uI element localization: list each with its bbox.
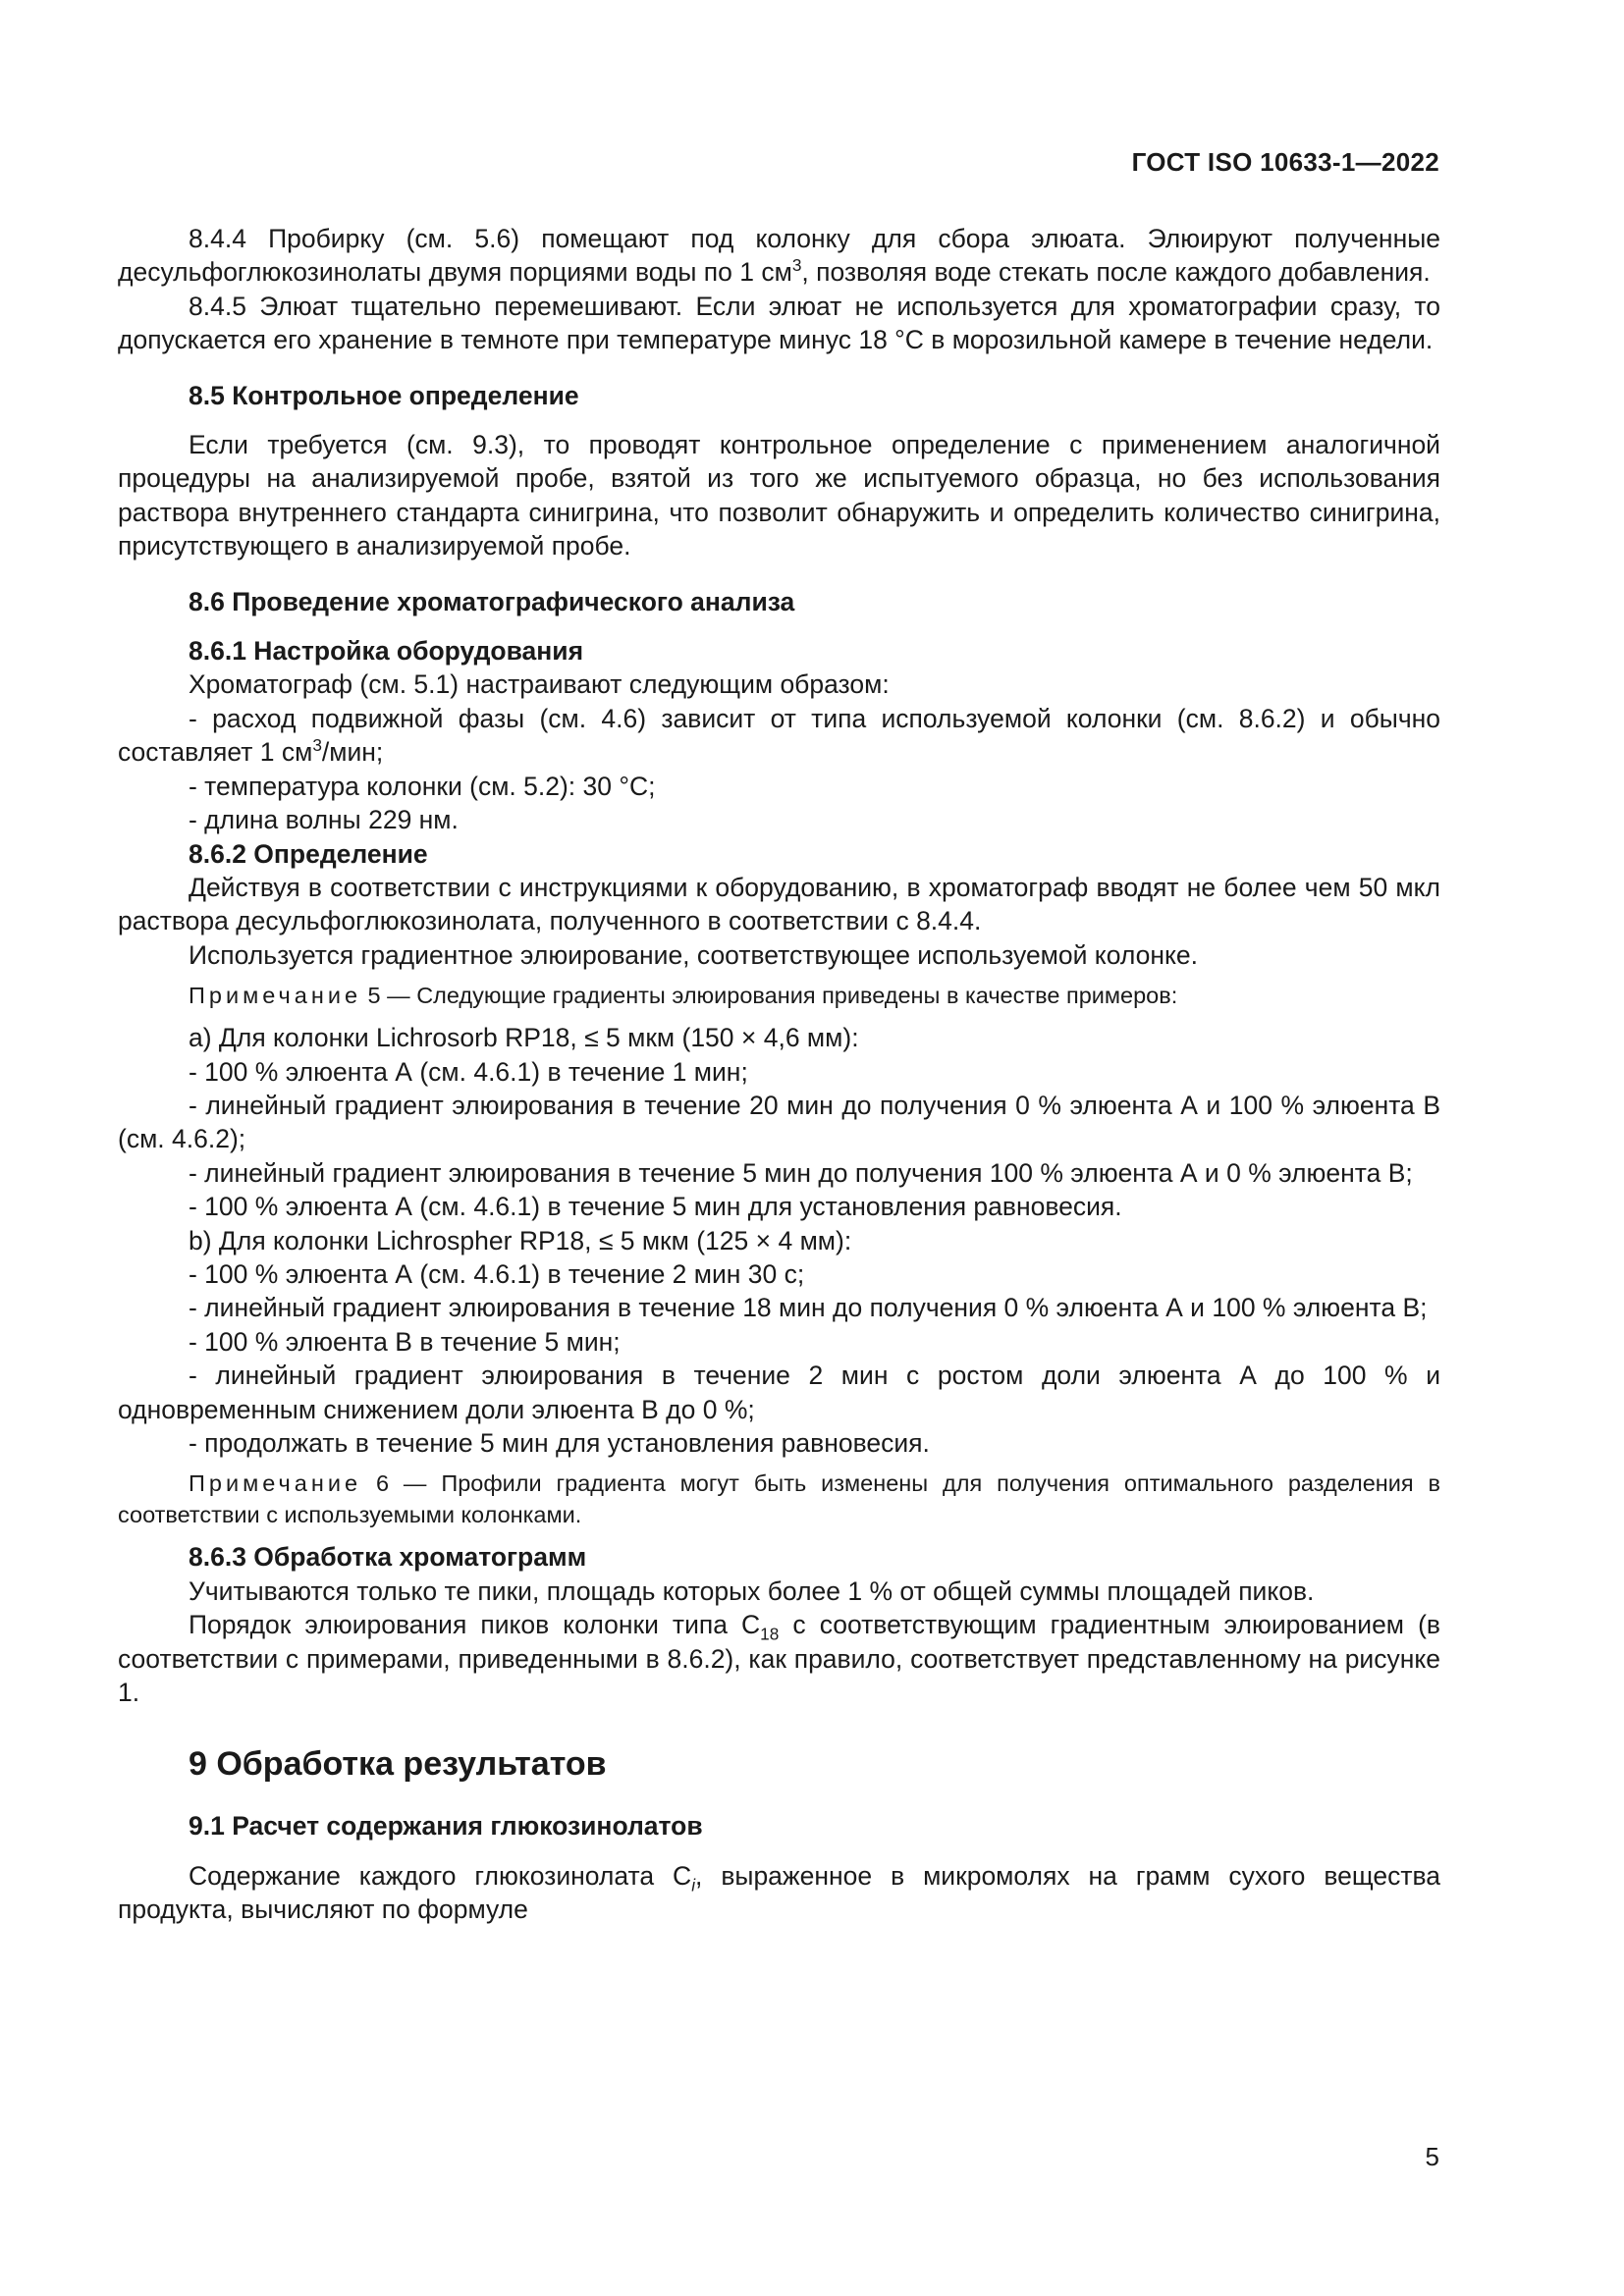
paragraph-8-4-4: 8.4.4 Пробирку (см. 5.6) помещают под колонку для сбора элюата. Элюируют полученные десульфоглюкозинолаты двумя порциями воды по 1 $см^3$, позволяя воде стекать после каждого добавления.	[118, 224, 1440, 288]
list-item: - линейный градиент элюирования в течение 18 мин до получения 0 % элюента А и 100 % элюента В;	[189, 1293, 1428, 1323]
heading-9: 9 Обработка результатов	[189, 1745, 607, 1784]
paragraph-8-6-2-b: Используется градиентное элюирование, соответствующее используемой колонке.	[189, 939, 1198, 970]
list-item: - 100 % элюента А (см. 4.6.1) в течение 1 мин;	[189, 1056, 748, 1087]
list-item-column-temperature: - температура колонки (см. 5.2): 30 °С;	[189, 771, 656, 801]
heading-8-6-1: 8.6.1 Настройка оборудования	[189, 636, 584, 667]
document-header: ГОСТ ISO 10633-1—2022	[1131, 147, 1439, 177]
note-6: Примечание 6 — Профили градиента могут быть изменены для получения оптимального разделения в соответствии с используемыми колонками.	[118, 1470, 1440, 1528]
page-number: 5	[1425, 2142, 1439, 2171]
list-item: a) Для колонки Lichrosorb RP18, ≤ 5 мкм (150 × 4,6 мм):	[189, 1023, 859, 1053]
list-item: - линейный градиент элюирования в течение 2 мин с ростом доли элюента А до 100 % и одновременным снижением доли элюента В до 0 %;	[118, 1361, 1440, 1424]
note-5: Примечание 5 — Следующие градиенты элюирования приведены в качестве примеров:	[189, 983, 1178, 1009]
list-item: b) Для колонки Lichrospher RP18, ≤ 5 мкм (125 × 4 мм):	[189, 1225, 852, 1255]
heading-8-5: 8.5 Контрольное определение	[189, 380, 579, 410]
heading-8-6-3: 8.6.3 Обработка хроматограмм	[189, 1542, 587, 1573]
list-item: - линейный градиент элюирования в течение 5 мин до получения 100 % элюента А и 0 % элюента В;	[189, 1157, 1413, 1188]
list-item: - 100 % элюента А (см. 4.6.1) в течение 5 мин для установления равновесия.	[189, 1192, 1122, 1222]
paragraph-8-6-3-a: Учитываются только те пики, площадь которых более 1 % от общей суммы площадей пиков.	[189, 1575, 1315, 1606]
paragraph-9-1: Содержание каждого глюкозинолата $С_i$, выраженное в микромолях на грамм сухого вещества продукта, вычисляют по формуле	[118, 1860, 1441, 1925]
heading-8-6-2: 8.6.2 Определение	[189, 838, 428, 869]
gradient-list-b	[118, 1224, 1440, 1461]
list-item: - 100 % элюента В в течение 5 мин;	[189, 1326, 621, 1357]
document-body	[118, 222, 1440, 1927]
paragraph-8-5: Если требуется (см. 9.3), то проводят контрольное определение с применением аналогичной процедуры на анализируемой пробе, взятой из того же испытуемого образца, но без использования раствора внутреннего стандарта синигрина, что позволит обнаружить и определить количество синигрина, присутствующего в анализируемой пробе.	[118, 430, 1440, 561]
paragraph-8-6-3-b: Порядок элюирования пиков колонки типа $С_{18}$ с соответствующим градиентным элюированием (в соответствии с примерами, приведенными в 8.6.2), как правило, соответствует представленному на рисунке 1.	[118, 1610, 1440, 1708]
gradient-list-a	[118, 1021, 1440, 1223]
paragraph-8-4-5: 8.4.5 Элюат тщательно перемешивают. Если элюат не используется для хроматографии сразу, то допускается его хранение в темноте при температуре минус 18 °С в морозильной камере в течение недели.	[118, 291, 1440, 355]
list-item-wavelength: - длина волны 229 нм.	[189, 805, 459, 835]
list-item-flow-rate: - расход подвижной фазы (см. 4.6) зависит от типа используемой колонки (см. 8.6.2) и обычно составляет 1 $см^3$/мин;	[118, 703, 1440, 768]
list-item: - линейный градиент элюирования в течение 20 мин до получения 0 % элюента А и 100 % элюента В (см. 4.6.2);	[118, 1090, 1440, 1154]
list-item: - продолжать в течение 5 мин для установления равновесия.	[189, 1428, 930, 1458]
list-item: - 100 % элюента А (см. 4.6.1) в течение 2 мин 30 с;	[189, 1258, 805, 1289]
paragraph-8-6-2-a: Действуя в соответствии с инструкциями к оборудованию, в хроматограф вводят не более чем 50 мкл раствора десульфоглюкозинолата, полученного в соответствии с 8.4.4.	[118, 872, 1440, 936]
paragraph-8-6-1-intro: Хроматограф (см. 5.1) настраивают следующим образом:	[189, 669, 890, 700]
heading-8-6: 8.6 Проведение хроматографического анализа	[189, 586, 795, 616]
heading-9-1: 9.1 Расчет содержания глюкозинолатов	[189, 1811, 703, 1842]
